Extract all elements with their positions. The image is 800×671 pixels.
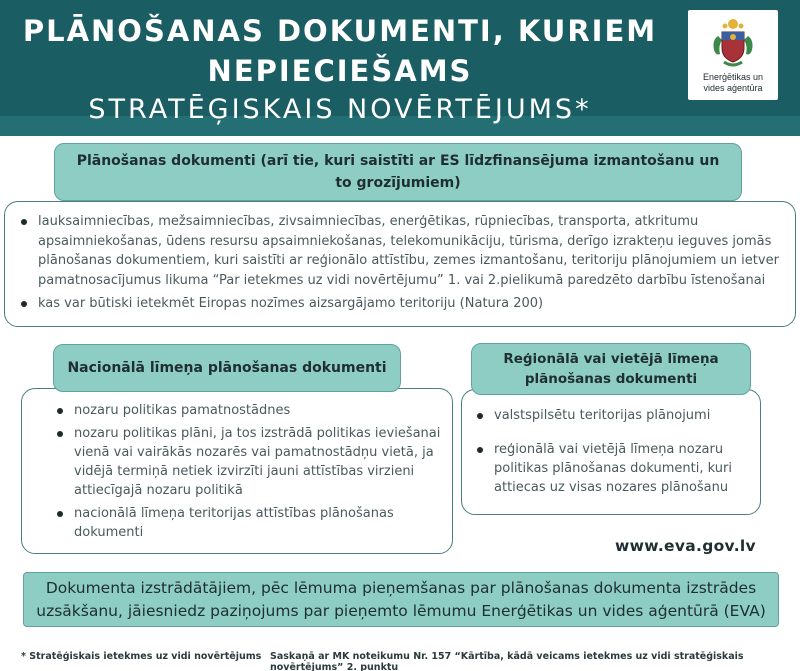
regional-section-heading: Reģionālā vai vietējā līmeņa plānošanas dokumenti: [471, 343, 751, 395]
website-link[interactable]: www.eva.gov.lv: [615, 537, 756, 555]
national-section-heading: Nacionālā līmeņa plānošanas dokumenti: [53, 344, 401, 392]
list-item: valstspilsētu teritorijas plānojumi: [494, 406, 750, 425]
agency-logo[interactable]: [688, 10, 778, 100]
page-title-line2: NEPIECIEŠAMS: [207, 54, 473, 88]
regional-list: [494, 406, 750, 497]
regional-section-panel: [461, 389, 761, 515]
footnote-left: * Stratēģiskais ietekmes uz vidi novērtējums: [21, 651, 262, 662]
page-subtitle: STRATĒĢISKAIS NOVĒRTĒJUMS*: [88, 94, 592, 125]
national-section-panel: [21, 388, 453, 554]
general-section-panel: [4, 201, 796, 327]
notice-box: Dokumenta izstrādātājiem, pēc lēmuma pieņemšanas par plānošanas dokumenta izstrādes uzsākšanu, jāiesniedz paziņojums par pieņemto lēmumu Enerģētikas un vides aģentūrā (EVA): [23, 572, 779, 627]
list-item: reģionālā vai vietējā līmeņa nozaru politikas plānošanas dokumenti, kuri attiecas uz visas nozares plānošanu: [494, 440, 750, 497]
logo-caption: [688, 72, 778, 94]
list-item: nozaru politikas plāni, ja tos izstrādā politikas ieviešanai vienā vai vairākās nozarēs vai pamatnostādņu vietā, ja vidējā termiņā netiek izvirzīti jauni attīstības virzieni attiecīgajā nozaru politikā: [74, 426, 441, 498]
list-item: nozaru politikas pamatnostādnes: [74, 401, 442, 420]
logo-caption-line1: Enerģētikas un: [702, 72, 764, 82]
latvian-coat-of-arms-icon: [710, 18, 756, 70]
general-list: [38, 212, 783, 314]
header-banner: [0, 0, 800, 136]
footnote-right: Saskaņā ar MK noteikumu Nr. 157 “Kārtība, kādā veicams ietekmes uz vidi stratēģiskais novērtējums” 2. punktu: [270, 651, 744, 671]
list-item: kas var būtiski ietekmēt Eiropas nozīmes aizsargājamo teritoriju (Natura 200): [38, 294, 783, 314]
list-item: lauksaimniecības, mežsaimniecības, zivsaimniecības, enerģētikas, rūpniecības, transporta, atkritumu apsaimniekošanas, ūdens resursu apsaimniekošanas, telekomunikāciju, tūrisma, derīgo izrakteņu ieguves jomās plānošanas dokumentiem, kuri saistīti ar reģionālo attīstību, zemes izmantošanu, teritoriju plānojumiem un ietver pamatnosacījumus likuma “Par ietekmes uz vidi novērtējumu” 1. vai 2.pielikumā paredzēto darbību īstenošanai: [38, 212, 783, 290]
logo-caption-line2: vides aģentūra: [703, 83, 763, 93]
national-list: [74, 401, 442, 542]
page-title-line1: PLĀNOŠANAS DOKUMENTI, KURIEM: [22, 14, 658, 48]
list-item: nacionālā līmeņa teritorijas attīstības plānošanas dokumenti: [74, 504, 442, 542]
general-section-heading: Plānošanas dokumenti (arī tie, kuri saistīti ar ES līdzfinansējuma izmantošanu un to grozījumiem): [54, 143, 742, 201]
